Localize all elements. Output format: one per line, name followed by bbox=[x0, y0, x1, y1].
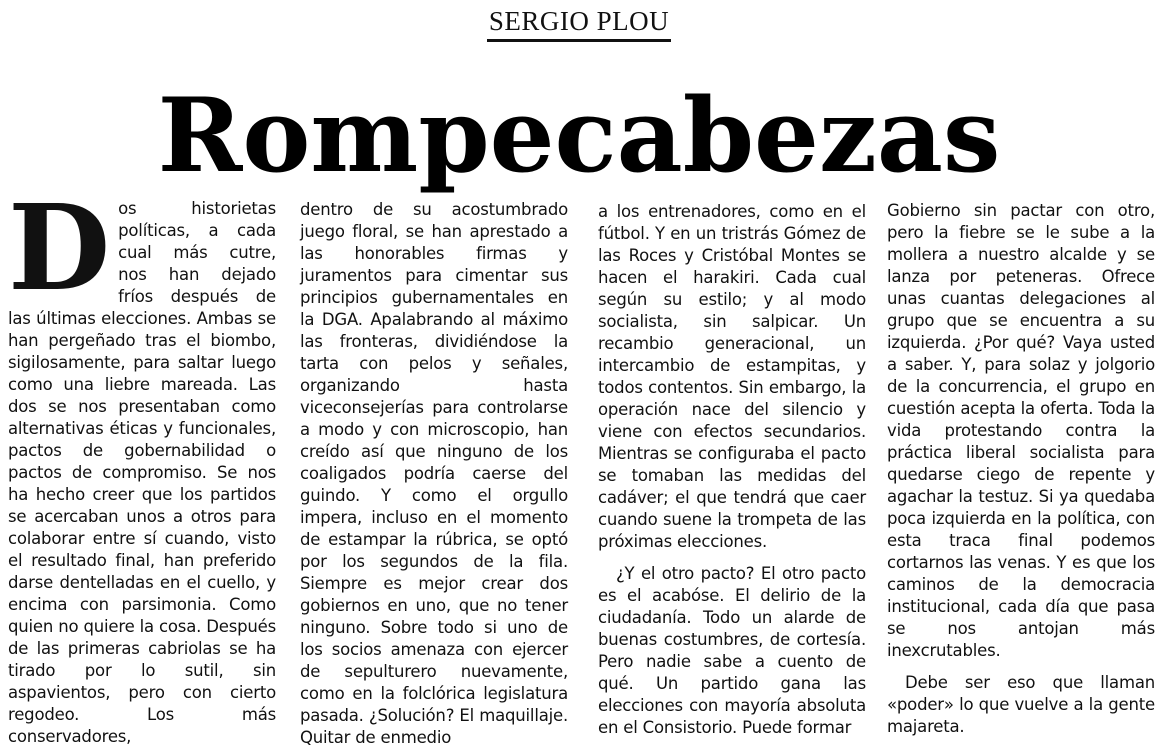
column-2-paragraph-1: dentro de su acostumbrado juego floral, se han aprestado a las honorables firmas y juramentos para cimentar sus principios gubernamentales en la DGA. Apalabrando al máximo las fronteras, dividiéndose la tarta con pelos y señales, organizando hasta viceconsejerías para controlarse a modo y con microscopio, han creído así que ninguno de los coaligados podría caerse del guindo. Y como el orgullo impera, incluso en el momento de estampar la rúbrica, se optó por los segundos de la fila. Siempre es mejor crear dos gobiernos en uno, que no tener ninguno. Sobre todo si uno de los socios amenaza con ejercer de sepulturero nuevamente, como en la folclórica legislatura pasada. ¿Solución? El maquillaje. Quitar de enmedio bbox=[300, 200, 568, 747]
column-4-paragraph-1: Gobierno sin pactar con otro, pero la fiebre se le sube a la mollera a nuestro alcalde y se lanza por peteneras. Ofrece unas cuantas delegaciones al grupo que se encuentra a su izquierda. ¿Por qué? Vaya usted a saber. Y, para solaz y jolgorio de la concurrencia, el grupo en cuestión acepta la oferta. Toda la vida protestando contra la práctica liberal socialista para quedarse ciego de repente y agachar la testuz. Si ya quedaba poca izquierda en la política, con esta traca final podemos cortarnos las venas. Y es que los caminos de la democracia institucional, cada día que pasa se nos antojan más inexcrutables. bbox=[887, 201, 1155, 660]
author-name: SERGIO PLOU bbox=[487, 6, 671, 42]
drop-cap: D bbox=[8, 178, 111, 317]
article-column-2 bbox=[300, 199, 568, 749]
column-3-paragraph-2: ¿Y el otro pacto? El otro pacto es el acabóse. El delirio de la ciudadanía. Todo un alarde de buenas costumbres, de cortesía. Pero nadie sabe a cuento de qué. Un partido gana las elecciones con mayoría absoluta en el Consistorio. Puede formar bbox=[598, 564, 866, 737]
column-1-paragraph-1: os historietas políticas, a cada cual más cutre, nos han dejado fríos después de las últimas elecciones. Ambas se han pergeñado tras el biombo, sigilosamente, para saltar luego como una liebre mareada. Las dos se nos presentaban como alternativas éticas y funcionales, pactos de gobernabilidad o pactos de compromiso. Se nos ha hecho creer que los partidos se acercaban unos a otros para colaborar entre sí cuando, visto el resultado final, han preferido darse dentelladas en el cuello, y encima con parsimonia. Como quien no quiere la cosa. Después de las primeras cabriolas se ha tirado por lo sutil, sin aspavientos, pero con cierto regodeo. Los más conservadores, bbox=[8, 199, 276, 746]
article-column-1 bbox=[8, 178, 276, 748]
column-3-paragraph-1: a los entrenadores, como en el fútbol. Y en un tristrás Gómez de las Roces y Cristóbal Montes se hacen el harakiri. Cada cual según su estilo; y al modo socialista, sin salpicar. Un recambio generacional, un intercambio de estampitas, y todos contentos. Sin embargo, la operación nace del silencio y viene con efectos secundarios. Mientras se configuraba el pacto se tomaban las medidas del cadáver; el que tendrá que caer cuando suene la trompeta de las próximas elecciones. bbox=[598, 202, 866, 551]
byline bbox=[0, 6, 1158, 42]
column-4-paragraph-2: Debe ser eso que llaman «poder» lo que vuelve a la gente majareta. bbox=[887, 673, 1155, 736]
article-column-3 bbox=[598, 201, 866, 739]
article-column-4 bbox=[887, 200, 1155, 738]
headline: Rompecabezas bbox=[157, 76, 1001, 196]
